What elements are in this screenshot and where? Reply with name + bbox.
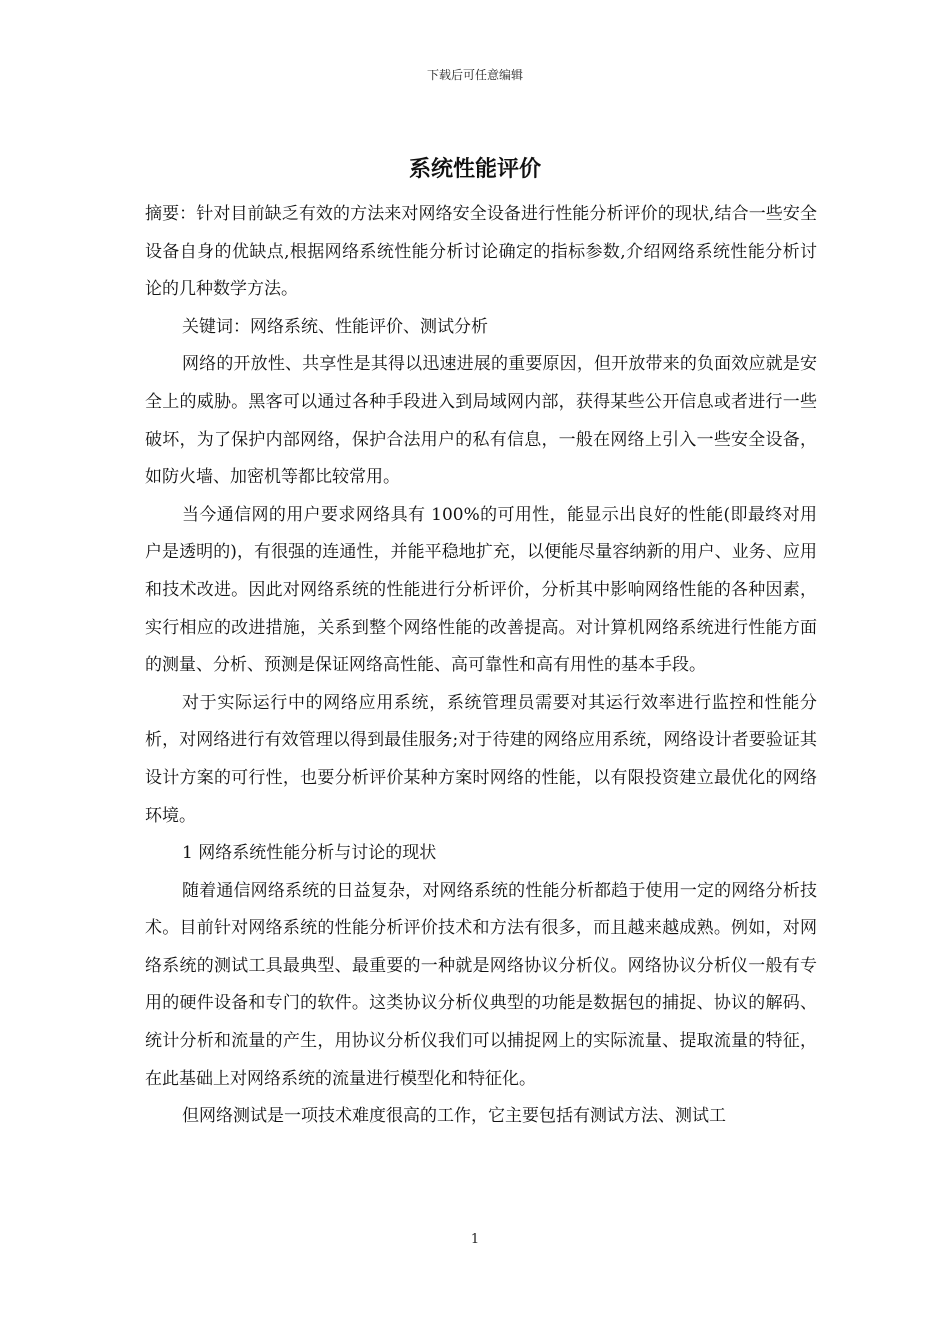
page-number: 1 bbox=[470, 1232, 480, 1247]
body-paragraph: 对于实际运行中的网络应用系统，系统管理员需要对其运行效率进行监控和性能分析，对网络进行有效管理以得到最佳服务;对于待建的网络应用系统，网络设计者要验证其设计方案的可行性，也要分析评价某种方案时网络的性能，以有限投资建立最优化的网络环境。 bbox=[145, 692, 817, 826]
abstract-paragraph: 摘要：针对目前缺乏有效的方法来对网络安全设备进行性能分析评价的现状,结合一些安全设备自身的优缺点,根据网络系统性能分析讨论确定的指标参数,介绍网络系统性能分析讨论的几种数学方法。 bbox=[145, 204, 817, 300]
keywords-paragraph: 关键词：网络系统、性能评价、测试分析 bbox=[182, 316, 488, 337]
body-paragraph: 随着通信网络系统的日益复杂，对网络系统的性能分析都趋于使用一定的网络分析技术。目前针对网络系统的性能分析评价技术和方法有很多，而且越来越成熟。例如，对网络系统的测试工具最典型、最重要的一种就是网络协议分析仪。网络协议分析仪一般有专用的硬件设备和专门的软件。这类协议分析仪典型的功能是数据包的捕捉、协议的解码、统计分析和流量的产生，用协议分析仪我们可以捕捉网上的实际流量、提取流量的特征，在此基础上对网络系统的流量进行模型化和特征化。 bbox=[145, 880, 817, 1089]
body-paragraph: 但网络测试是一项技术难度很高的工作，它主要包括有测试方法、测试工 bbox=[182, 1106, 726, 1127]
document-title: 系统性能评价 bbox=[408, 157, 541, 182]
section-heading: 1 网络系统性能分析与讨论的现状 bbox=[182, 843, 437, 864]
body-paragraph: 网络的开放性、共享性是其得以迅速进展的重要原因，但开放带来的负面效应就是安全上的威胁。黑客可以通过各种手段进入到局域网内部，获得某些公开信息或者进行一些破坏，为了保护内部网络，保护合法用户的私有信息，一般在网络上引入一些安全设备，如防火墙、加密机等都比较常用。 bbox=[145, 354, 817, 488]
page-header-note: 下载后可任意编辑 bbox=[426, 68, 523, 82]
document-body bbox=[145, 196, 817, 1136]
body-paragraph: 当今通信网的用户要求网络具有 100%的可用性，能显示出良好的性能(即最终对用户是透明的)，有很强的连通性，并能平稳地扩充，以便能尽量容纳新的用户、业务、应用和技术改进。因此对网络系统的性能进行分析评价，分析其中影响网络性能的各种因素，实行相应的改进措施，关系到整个网络性能的改善提高。对计算机网络系统进行性能方面的测量、分析、预测是保证网络高性能、高可靠性和高有用性的基本手段。 bbox=[145, 504, 817, 676]
